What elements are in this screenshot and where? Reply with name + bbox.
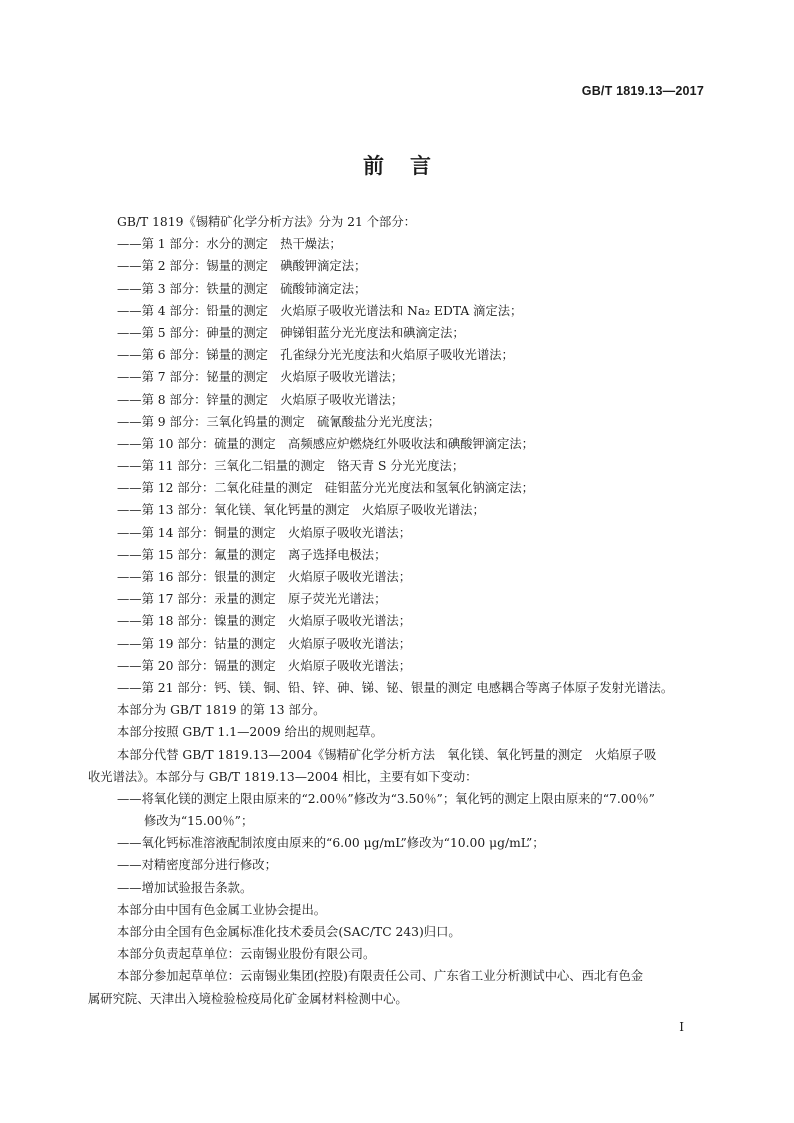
page-number: I	[679, 1020, 684, 1034]
page-title: 前言	[363, 154, 457, 178]
part-item: ——第 19 部分：钴量的测定 火焰原子吸收光谱法；	[117, 636, 411, 651]
part-item: ——第 14 部分：铜量的测定 火焰原子吸收光谱法；	[117, 525, 411, 540]
part-item: ——第 1 部分：水分的测定 热干燥法；	[117, 237, 342, 252]
para-replace-line2: 收光谱法》。本部分与 GB/T 1819.13—2004 相比，主要有如下变动：	[88, 769, 478, 784]
para-centralized: 本部分由全国有色金属标准化技术委员会(SAC/TC 243)归口。	[117, 925, 461, 939]
para-participating-line2: 属研究院、天津出入境检验检疫局化矿金属材料检测中心。	[88, 991, 408, 1006]
change-item: ——氧化钙标准溶液配制浓度由原来的“6.00 μg/mL”修改为“10.00 μg/mL”；	[117, 836, 545, 851]
para-proposed: 本部分由中国有色金属工业协会提出。	[117, 902, 327, 917]
change-item-cont: 修改为“15.00％”；	[144, 814, 254, 829]
part-item: ——第 13 部分：氧化镁、氧化钙量的测定 火焰原子吸收光谱法；	[117, 503, 485, 518]
part-item: ——第 3 部分：铁量的测定 硫酸铈滴定法；	[117, 281, 367, 296]
part-item: ——第 18 部分：镍量的测定 火焰原子吸收光谱法；	[117, 614, 411, 629]
intro-line: GB/T 1819《锡精矿化学分析方法》分为 21 个部分：	[117, 215, 416, 229]
part-item: ——第 10 部分：硫量的测定 高频感应炉燃烧红外吸收法和碘酸钾滴定法；	[117, 436, 534, 451]
para-drafted: 本部分按照 GB/T 1.1—2009 给出的规则起草。	[117, 725, 383, 740]
part-item: ——第 17 部分：汞量的测定 原子荧光光谱法；	[117, 592, 387, 607]
change-item: ——对精密度部分进行修改；	[117, 858, 277, 873]
part-item: ——第 11 部分：三氧化二铝量的测定 铬天青 S 分光光度法；	[117, 459, 465, 474]
para-responsible: 本部分负责起草单位：云南锡业股份有限公司。	[117, 947, 376, 962]
part-item: ——第 12 部分：二氧化硅量的测定 硅钼蓝分光光度法和氢氧化钠滴定法；	[117, 481, 534, 496]
para-participating-line1: 本部分参加起草单位：云南锡业集团(控股)有限责任公司、广东省工业分析测试中心、西北有色金	[117, 969, 644, 984]
part-item: ——第 21 部分：钙、镁、铜、铅、锌、砷、锑、铋、银量的测定 电感耦合等离子体原子发射光谱法。	[117, 680, 674, 695]
foreword-body	[88, 211, 708, 1010]
part-item: ——第 9 部分：三氧化钨量的测定 硫氰酸盐分光光度法；	[117, 414, 441, 429]
part-item: ——第 6 部分：锑量的测定 孔雀绿分光光度法和火焰原子吸收光谱法；	[117, 348, 514, 363]
para-replace-line1: 本部分代替 GB/T 1819.13—2004《锡精矿化学分析方法 氧化镁、氧化钙量的测定 火焰原子吸	[117, 747, 657, 762]
part-item: ——第 16 部分：银量的测定 火焰原子吸收光谱法；	[117, 570, 411, 584]
part-item: ——第 8 部分：锌量的测定 火焰原子吸收光谱法；	[117, 392, 404, 407]
part-item: ——第 4 部分：铅量的测定 火焰原子吸收光谱法和 Na₂ EDTA 滴定法；	[117, 303, 523, 318]
change-item: ——增加试验报告条款。	[117, 880, 253, 895]
standard-code: GB/T 1819.13—2017	[581, 84, 704, 98]
change-item: ——将氧化镁的测定上限由原来的“2.00％”修改为“3.50％”；氧化钙的测定上限由原来的“7.00％”	[117, 791, 655, 806]
part-item: ——第 2 部分：锡量的测定 碘酸钾滴定法；	[117, 259, 367, 274]
para-part-of: 本部分为 GB/T 1819 的第 13 部分。	[117, 703, 326, 718]
part-item: ——第 20 部分：镉量的测定 火焰原子吸收光谱法；	[117, 658, 411, 673]
part-item: ——第 7 部分：铋量的测定 火焰原子吸收光谱法；	[117, 370, 404, 385]
part-item: ——第 15 部分：氟量的测定 离子选择电极法；	[117, 547, 387, 562]
part-item: ——第 5 部分：砷量的测定 砷锑钼蓝分光光度法和碘滴定法；	[117, 325, 465, 340]
